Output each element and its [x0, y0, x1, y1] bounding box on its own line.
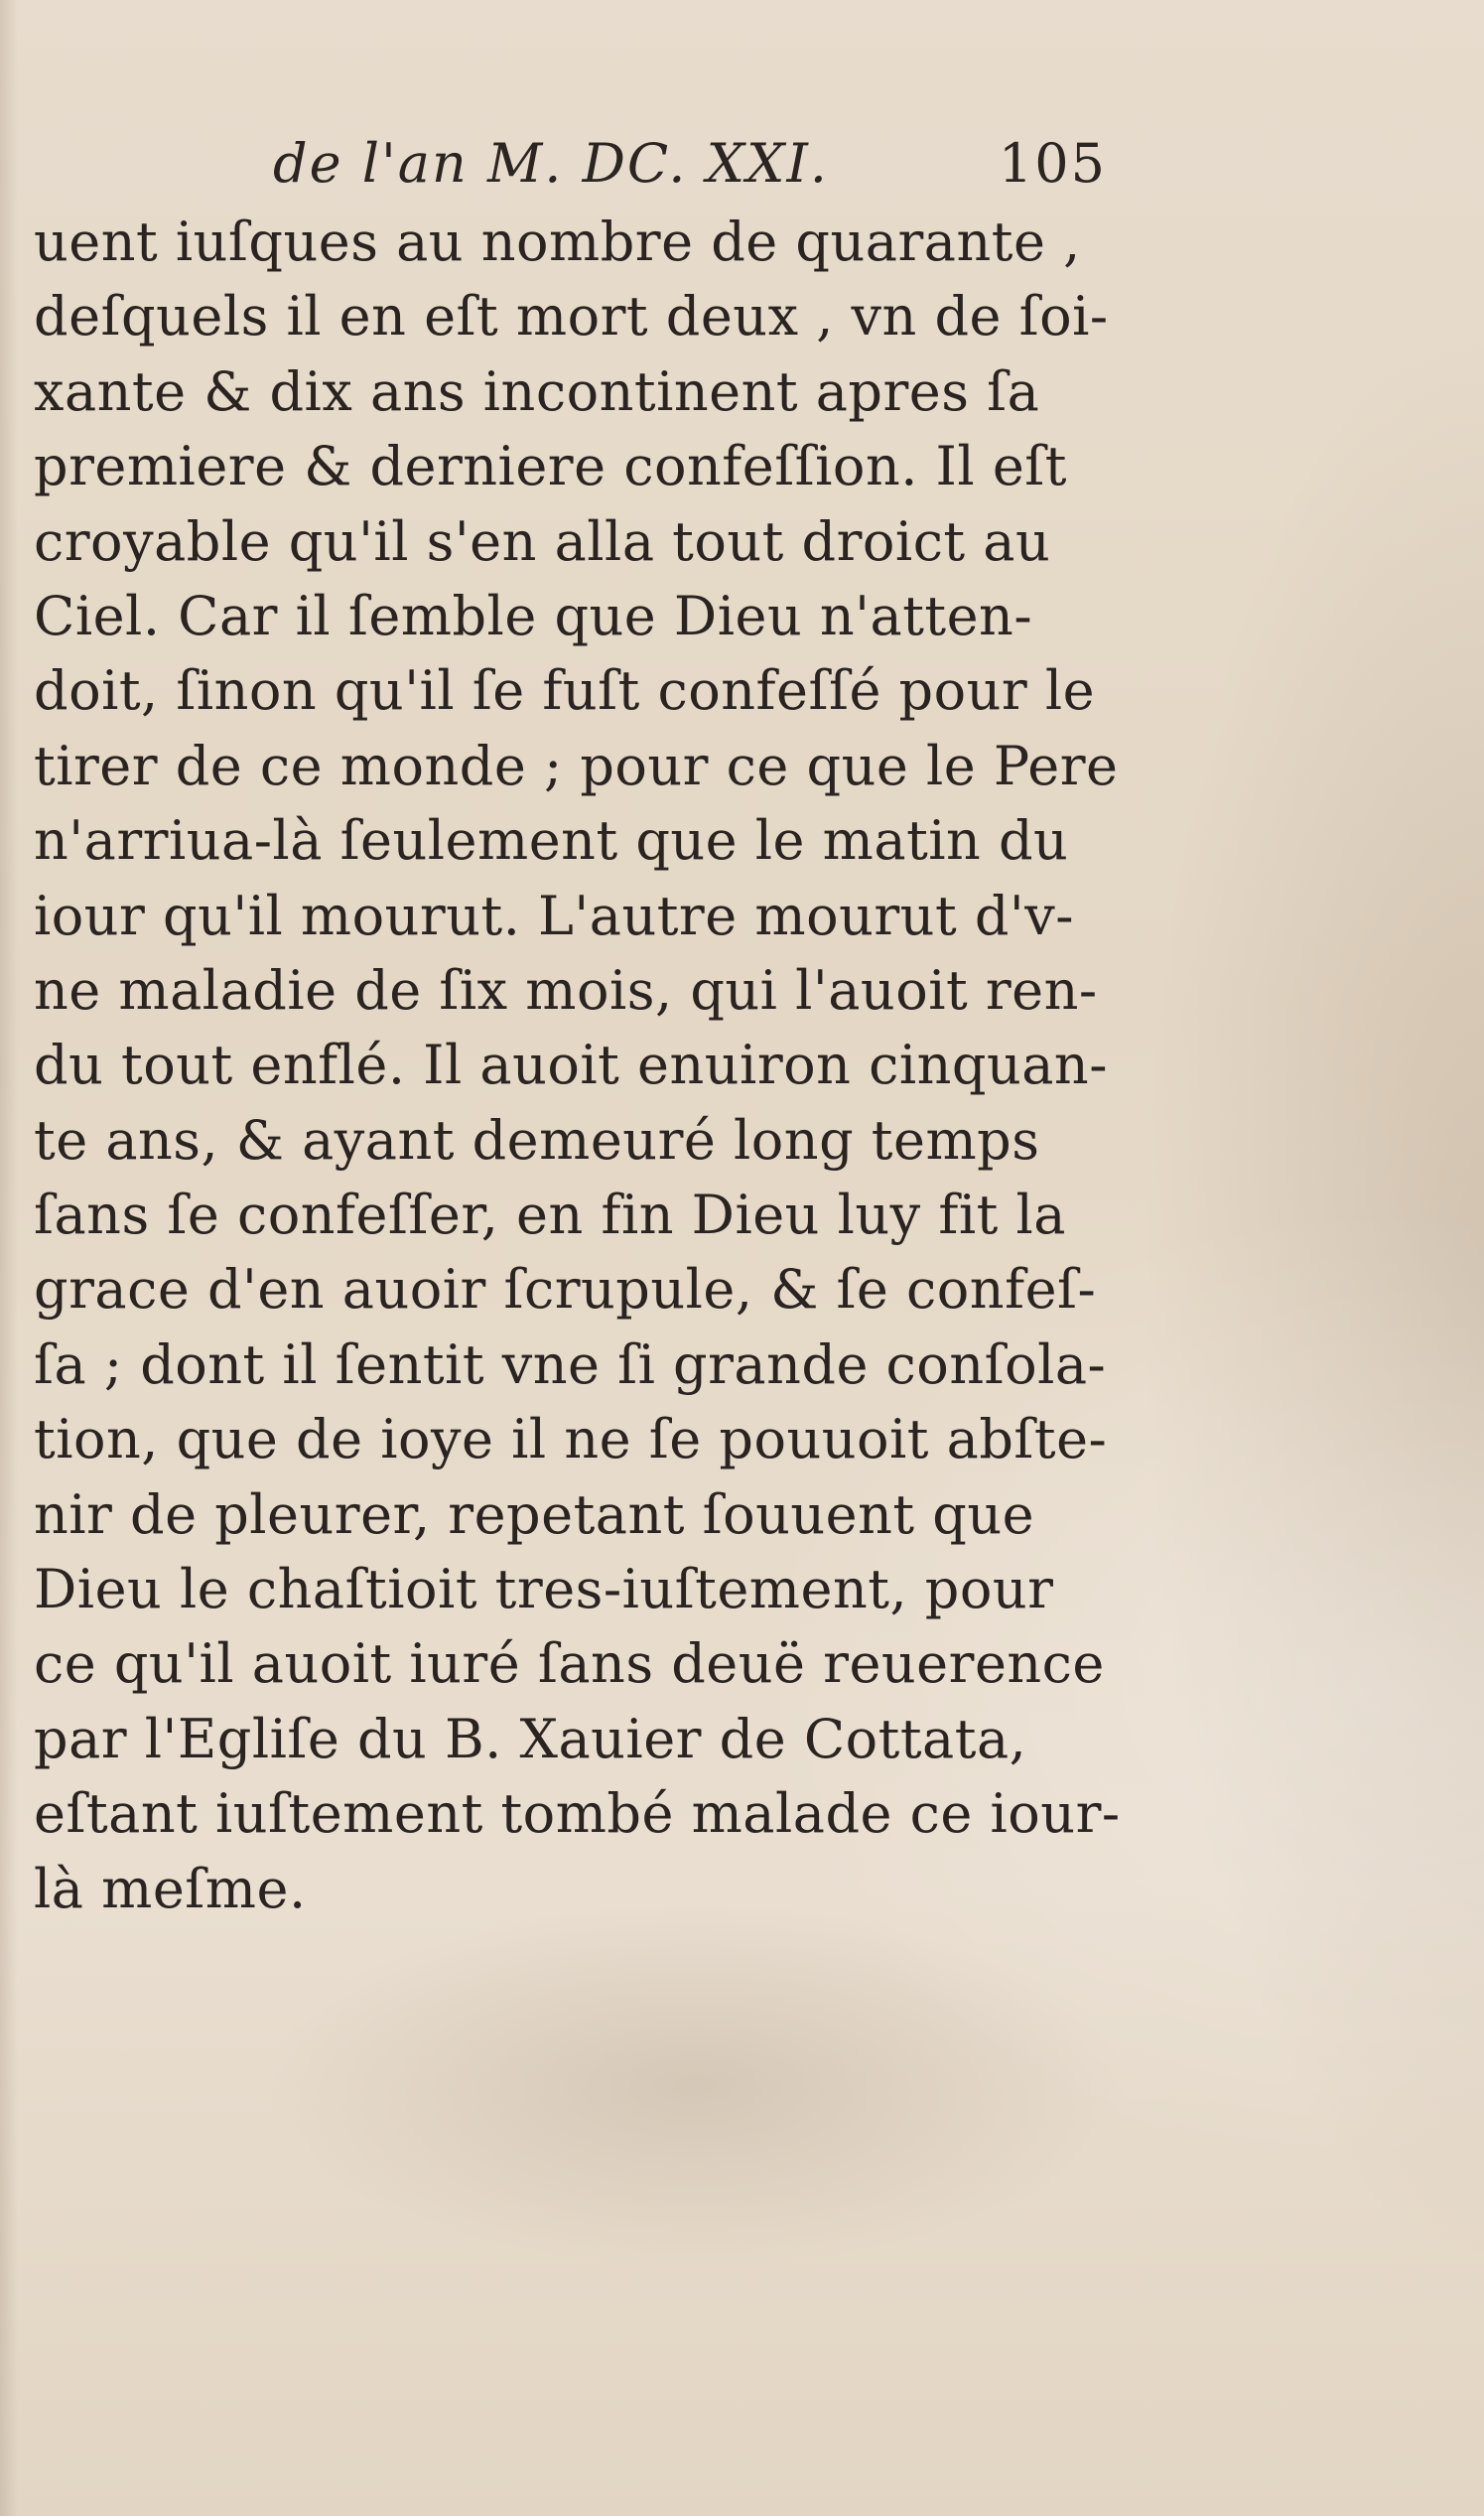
text-line: ſa ; dont il ſentit vne ſi grande conſola-	[34, 1332, 1107, 1396]
text-line: nir de pleurer, repetant ſouuent que	[34, 1482, 1035, 1546]
text-line: te ans, & ayant demeuré long temps	[34, 1108, 1040, 1172]
text-line: Dieu le chaſtioit tres-iuſtement, pour	[34, 1558, 1054, 1621]
page-gutter-shadow	[0, 0, 18, 2516]
text-line: du tout enflé. Il auoit enuiron cinquan-	[34, 1034, 1108, 1097]
text-line: grace d'en auoir ſcrupule, & ſe confeſ-	[34, 1258, 1097, 1322]
text-line: tion, que de ioye il ne ſe pouuoit abſte-	[34, 1408, 1108, 1471]
text-line: ne maladie de ſix mois, qui l'auoit ren-	[34, 958, 1098, 1022]
text-line: ce qu'il auoit iuré ſans deuë reuerence	[34, 1632, 1105, 1696]
text-line: uent iuſques au nombre de quarante ,	[34, 210, 1081, 273]
text-line: n'arriua-là ſeulement que le matin du	[34, 809, 1069, 873]
text-line: premiere & derniere confeſſion. Il eſt	[34, 435, 1067, 498]
text-line: Ciel. Car il ſemble que Dieu n'atten-	[34, 584, 1033, 647]
text-line: par l'Egliſe du B. Xauier de Cottata,	[34, 1707, 1027, 1770]
page-number: 105	[998, 132, 1107, 195]
text-line: doit, ſinon qu'il ſe fuſt confeſſé pour le	[34, 659, 1096, 723]
text-line: là meſme.	[34, 1857, 307, 1920]
text-line: xante & dix ans incontinent apres ſa	[34, 359, 1040, 423]
text-line: eſtant iuſtement tombé malade ce iour-	[34, 1782, 1121, 1846]
text-line: ſans ſe confeſſer, en fin Dieu luy fit la	[34, 1184, 1066, 1247]
text-line: iour qu'il mourut. L'autre mourut d'v-	[34, 884, 1074, 947]
running-head-title: de l'an M. DC. XXI.	[273, 132, 829, 195]
text-line: tirer de ce monde ; pour ce que le Pere	[34, 734, 1119, 797]
running-head	[273, 124, 1107, 204]
text-line: deſquels il en eſt mort deux , vn de ſoi-	[34, 285, 1109, 349]
body-text	[34, 205, 1136, 1926]
text-line: croyable qu'il s'en alla tout droict au	[34, 509, 1051, 573]
